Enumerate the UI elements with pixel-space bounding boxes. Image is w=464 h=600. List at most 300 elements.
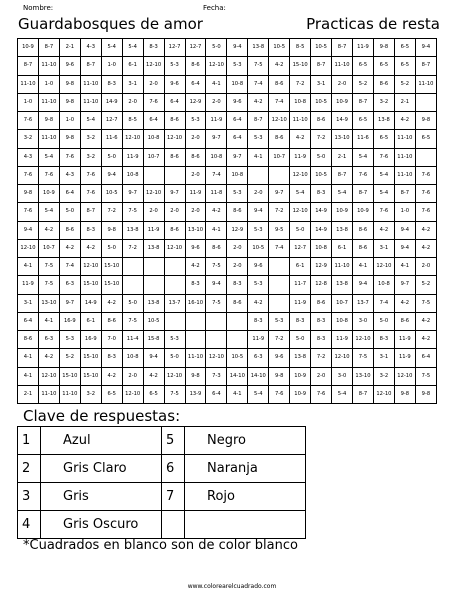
page-subtitle: Practicas de resta xyxy=(306,15,440,33)
grid-cell: 5-3 xyxy=(227,57,248,75)
grid-cell: 9-6 xyxy=(227,93,248,111)
grid-cell: 11-9 xyxy=(143,221,164,239)
grid-cell: 10-8 xyxy=(332,312,353,330)
grid-cell: 12-10 xyxy=(164,367,185,385)
grid-cell: 12-10 xyxy=(122,385,143,403)
grid-cell: 9-6 xyxy=(248,258,269,276)
grid-cell xyxy=(164,312,185,330)
grid-cell: 10-8 xyxy=(227,166,248,184)
grid-cell: 6-5 xyxy=(373,57,394,75)
grid-cell: 14-9 xyxy=(101,93,122,111)
grid-cell: 5-2 xyxy=(394,75,415,93)
key-color xyxy=(185,511,306,539)
grid-cell: 8-7 xyxy=(311,57,332,75)
grid-cell: 5-0 xyxy=(290,331,311,349)
grid-cell: 10-5 xyxy=(101,185,122,203)
grid-cell: 13-7 xyxy=(164,294,185,312)
grid-cell: 15-10 xyxy=(59,367,80,385)
grid-cell: 9-4 xyxy=(248,203,269,221)
grid-cell xyxy=(227,331,248,349)
grid-cell: 3-1 xyxy=(373,239,394,257)
page-title: Guardabosques de amor xyxy=(18,15,203,33)
grid-cell: 4-2 xyxy=(101,294,122,312)
grid-cell: 4-1 xyxy=(353,258,374,276)
grid-cell: 8-3 xyxy=(373,331,394,349)
key-row xyxy=(18,455,306,483)
grid-cell: 2-0 xyxy=(227,258,248,276)
grid-cell: 11-9 xyxy=(394,349,415,367)
grid-row xyxy=(18,367,437,385)
grid-cell: 8-6 xyxy=(206,239,227,257)
grid-cell: 8-6 xyxy=(394,312,415,330)
grid-row xyxy=(18,312,437,330)
grid-cell xyxy=(227,312,248,330)
grid-cell: 4-2 xyxy=(206,203,227,221)
grid-cell: 6-3 xyxy=(38,331,59,349)
grid-cell: 4-1 xyxy=(248,148,269,166)
grid-cell: 2-0 xyxy=(143,203,164,221)
grid-row xyxy=(18,75,437,93)
grid-cell: 9-8 xyxy=(185,367,206,385)
subtraction-grid xyxy=(17,38,437,404)
grid-cell xyxy=(269,294,290,312)
grid-cell: 9-8 xyxy=(101,221,122,239)
key-number: 4 xyxy=(18,511,41,539)
grid-cell: 13-8 xyxy=(290,349,311,367)
grid-cell: 4-2 xyxy=(394,294,415,312)
grid-cell: 8-7 xyxy=(80,57,101,75)
grid-cell: 9-4 xyxy=(227,39,248,57)
grid-cell: 5-4 xyxy=(373,185,394,203)
grid-cell: 3-1 xyxy=(122,75,143,93)
grid-cell: 3-2 xyxy=(80,148,101,166)
grid-cell: 9-6 xyxy=(269,349,290,367)
grid-cell: 15-8 xyxy=(143,331,164,349)
grid-cell: 6-4 xyxy=(206,385,227,403)
grid-cell: 7-4 xyxy=(269,239,290,257)
grid-cell: 13-8 xyxy=(373,112,394,130)
grid-cell: 9-8 xyxy=(269,367,290,385)
grid-cell: 5-3 xyxy=(227,185,248,203)
grid-cell: 7-6 xyxy=(373,203,394,221)
grid-cell: 7-6 xyxy=(311,385,332,403)
grid-cell: 12-10 xyxy=(269,112,290,130)
grid-cell: 12-10 xyxy=(332,349,353,367)
grid-cell: 4-2 xyxy=(101,367,122,385)
grid-cell: 9-7 xyxy=(122,185,143,203)
grid-cell: 10-9 xyxy=(332,93,353,111)
grid-cell: 4-2 xyxy=(38,349,59,367)
grid-cell: 9-8 xyxy=(394,385,415,403)
grid-cell: 8-6 xyxy=(269,75,290,93)
grid-cell: 3-1 xyxy=(18,294,39,312)
grid-cell: 10-8 xyxy=(143,130,164,148)
grid-cell: 10-7 xyxy=(332,294,353,312)
grid-cell: 4-2 xyxy=(248,93,269,111)
grid-cell: 10-7 xyxy=(143,148,164,166)
grid-cell: 4-2 xyxy=(415,221,436,239)
grid-cell: 5-4 xyxy=(332,185,353,203)
grid-cell: 11-9 xyxy=(248,331,269,349)
grid-cell: 4-1 xyxy=(206,75,227,93)
grid-cell: 4-3 xyxy=(18,148,39,166)
grid-cell: 10-5 xyxy=(311,93,332,111)
grid-row xyxy=(18,112,437,130)
grid-cell: 8-7 xyxy=(415,57,436,75)
grid-cell: 4-2 xyxy=(415,331,436,349)
grid-row xyxy=(18,221,437,239)
grid-cell: 12-10 xyxy=(373,258,394,276)
key-color: Azul xyxy=(41,427,162,455)
grid-cell: 12-9 xyxy=(311,258,332,276)
grid-cell: 5-2 xyxy=(415,276,436,294)
grid-cell: 7-2 xyxy=(311,130,332,148)
grid-cell: 7-5 xyxy=(248,57,269,75)
grid-cell: 8-3 xyxy=(101,349,122,367)
grid-cell: 3-2 xyxy=(80,130,101,148)
grid-cell: 5-0 xyxy=(59,203,80,221)
key-color: Negro xyxy=(185,427,306,455)
grid-cell: 6-5 xyxy=(101,385,122,403)
grid-cell xyxy=(164,258,185,276)
grid-cell: 8-7 xyxy=(394,185,415,203)
grid-cell: 8-6 xyxy=(311,294,332,312)
grid-cell: 8-7 xyxy=(332,166,353,184)
grid-cell: 9-6 xyxy=(164,75,185,93)
grid-cell: 10-7 xyxy=(269,148,290,166)
key-color: Gris Claro xyxy=(41,455,162,483)
grid-cell: 12-7 xyxy=(290,239,311,257)
grid-cell: 9-4 xyxy=(143,349,164,367)
grid-cell: 14-9 xyxy=(332,112,353,130)
grid-row xyxy=(18,349,437,367)
grid-cell: 9-4 xyxy=(415,39,436,57)
grid-cell: 10-8 xyxy=(206,148,227,166)
grid-cell xyxy=(143,166,164,184)
grid-cell: 9-8 xyxy=(18,185,39,203)
grid-cell: 5-4 xyxy=(290,185,311,203)
grid-cell: 13-8 xyxy=(332,221,353,239)
grid-cell: 11-9 xyxy=(122,148,143,166)
grid-cell: 11-9 xyxy=(290,148,311,166)
grid-cell xyxy=(185,331,206,349)
grid-cell: 8-7 xyxy=(353,93,374,111)
grid-cell: 7-5 xyxy=(415,294,436,312)
grid-cell: 12-9 xyxy=(185,93,206,111)
grid-cell: 9-4 xyxy=(206,276,227,294)
key-number xyxy=(162,511,185,539)
grid-cell: 8-7 xyxy=(248,112,269,130)
grid-cell: 3-1 xyxy=(311,75,332,93)
grid-cell: 2-0 xyxy=(227,239,248,257)
grid-cell: 7-6 xyxy=(373,148,394,166)
grid-cell: 7-6 xyxy=(18,112,39,130)
grid-cell: 12-10 xyxy=(290,203,311,221)
grid-cell: 5-3 xyxy=(164,331,185,349)
grid-cell: 7-6 xyxy=(415,203,436,221)
grid-cell: 3-2 xyxy=(373,93,394,111)
grid-cell: 11-9 xyxy=(18,276,39,294)
grid-cell: 5-0 xyxy=(122,294,143,312)
grid-cell: 7-6 xyxy=(38,166,59,184)
grid-cell: 2-0 xyxy=(143,75,164,93)
grid-cell: 2-1 xyxy=(59,39,80,57)
grid-cell: 3-2 xyxy=(80,385,101,403)
grid-cell: 11-10 xyxy=(38,57,59,75)
grid-cell: 11-9 xyxy=(290,294,311,312)
grid-cell: 9-6 xyxy=(59,57,80,75)
grid-cell: 5-4 xyxy=(122,39,143,57)
grid-cell: 4-2 xyxy=(80,239,101,257)
grid-cell: 5-4 xyxy=(248,385,269,403)
grid-cell: 11-9 xyxy=(332,331,353,349)
grid-cell: 10-9 xyxy=(38,185,59,203)
grid-cell: 10-9 xyxy=(18,39,39,57)
grid-cell: 11-10 xyxy=(332,57,353,75)
grid-cell: 16-10 xyxy=(185,294,206,312)
grid-cell: 15-10 xyxy=(80,367,101,385)
grid-cell: 4-1 xyxy=(394,258,415,276)
key-row xyxy=(18,483,306,511)
grid-cell: 12-10 xyxy=(373,385,394,403)
grid-cell: 7-5 xyxy=(353,349,374,367)
grid-cell: 15-10 xyxy=(290,57,311,75)
grid-cell: 11-10 xyxy=(290,112,311,130)
grid-cell: 7-5 xyxy=(122,203,143,221)
grid-cell: 6-3 xyxy=(59,276,80,294)
grid-cell: 7-6 xyxy=(415,166,436,184)
grid-cell: 11-8 xyxy=(206,185,227,203)
grid-cell xyxy=(143,276,164,294)
grid-cell xyxy=(122,276,143,294)
grid-cell: 15-10 xyxy=(80,349,101,367)
grid-cell: 12-7 xyxy=(164,39,185,57)
grid-cell: 13-10 xyxy=(353,367,374,385)
grid-cell: 8-3 xyxy=(248,312,269,330)
grid-cell: 13-10 xyxy=(38,294,59,312)
grid-cell: 8-6 xyxy=(18,331,39,349)
grid-cell: 8-3 xyxy=(311,312,332,330)
grid-cell: 9-4 xyxy=(394,221,415,239)
grid-cell: 8-6 xyxy=(101,312,122,330)
grid-cell: 11-6 xyxy=(101,130,122,148)
grid-cell: 2-0 xyxy=(332,75,353,93)
grid-cell: 9-7 xyxy=(227,148,248,166)
grid-cell: 13-7 xyxy=(353,294,374,312)
grid-cell: 4-2 xyxy=(143,367,164,385)
grid-cell: 10-8 xyxy=(122,166,143,184)
grid-cell: 11-10 xyxy=(394,166,415,184)
grid-cell: 4-2 xyxy=(394,112,415,130)
key-number: 7 xyxy=(162,483,185,511)
grid-cell: 8-6 xyxy=(353,239,374,257)
grid-cell: 2-1 xyxy=(332,148,353,166)
grid-cell: 16-9 xyxy=(59,312,80,330)
grid-cell: 6-5 xyxy=(353,112,374,130)
footer-url: www.colorearelcuadrado.com xyxy=(187,583,277,590)
grid-cell: 5-0 xyxy=(373,312,394,330)
grid-cell: 7-4 xyxy=(206,166,227,184)
key-number: 2 xyxy=(18,455,41,483)
grid-cell: 4-1 xyxy=(206,221,227,239)
grid-cell: 4-3 xyxy=(80,39,101,57)
grid-cell: 12-10 xyxy=(164,130,185,148)
grid-cell: 16-9 xyxy=(80,331,101,349)
grid-cell: 10-8 xyxy=(373,276,394,294)
grid-cell: 7-6 xyxy=(415,185,436,203)
grid-cell: 2-1 xyxy=(394,93,415,111)
grid-cell: 5-3 xyxy=(164,57,185,75)
grid-cell: 6-5 xyxy=(394,39,415,57)
grid-row xyxy=(18,39,437,57)
grid-cell: 11-7 xyxy=(290,276,311,294)
grid-cell: 4-2 xyxy=(59,239,80,257)
grid-cell: 7-2 xyxy=(122,239,143,257)
grid-cell: 8-3 xyxy=(227,276,248,294)
grid-cell: 9-8 xyxy=(373,39,394,57)
grid-cell: 11-10 xyxy=(18,75,39,93)
grid-cell: 2-0 xyxy=(311,367,332,385)
grid-cell: 5-3 xyxy=(248,221,269,239)
grid-cell: 3-2 xyxy=(18,130,39,148)
grid-cell: 2-0 xyxy=(248,185,269,203)
grid-row xyxy=(18,294,437,312)
grid-cell: 12-10 xyxy=(206,57,227,75)
grid-cell: 8-5 xyxy=(122,112,143,130)
grid-cell: 8-6 xyxy=(269,130,290,148)
grid-cell: 4-1 xyxy=(18,367,39,385)
grid-cell: 1-0 xyxy=(59,112,80,130)
grid-cell: 7-4 xyxy=(59,258,80,276)
grid-cell: 4-2 xyxy=(373,221,394,239)
grid-cell: 5-0 xyxy=(101,148,122,166)
grid-cell xyxy=(206,312,227,330)
grid-cell: 2-1 xyxy=(18,385,39,403)
grid-cell: 14-10 xyxy=(248,367,269,385)
grid-cell: 5-0 xyxy=(164,349,185,367)
grid-cell: 7-5 xyxy=(206,258,227,276)
grid-cell: 11-10 xyxy=(185,349,206,367)
grid-cell: 13-8 xyxy=(143,239,164,257)
grid-cell: 7-5 xyxy=(122,312,143,330)
grid-cell: 6-4 xyxy=(415,349,436,367)
grid-cell: 2-0 xyxy=(206,93,227,111)
grid-row xyxy=(18,331,437,349)
grid-cell xyxy=(143,258,164,276)
grid-cell: 6-4 xyxy=(18,312,39,330)
grid-cell: 6-5 xyxy=(353,57,374,75)
grid-cell: 3-2 xyxy=(373,367,394,385)
grid-cell xyxy=(248,166,269,184)
grid-cell: 5-2 xyxy=(353,75,374,93)
grid-cell: 4-2 xyxy=(248,294,269,312)
grid-cell: 7-4 xyxy=(373,294,394,312)
grid-cell: 7-5 xyxy=(415,367,436,385)
grid-cell: 8-6 xyxy=(164,148,185,166)
grid-cell: 2-0 xyxy=(164,203,185,221)
grid-cell: 10-8 xyxy=(122,349,143,367)
grid-cell xyxy=(269,166,290,184)
grid-cell xyxy=(269,276,290,294)
grid-cell: 8-7 xyxy=(38,39,59,57)
grid-cell: 11-10 xyxy=(394,148,415,166)
grid-cell: 8-7 xyxy=(80,203,101,221)
grid-cell: 6-3 xyxy=(248,349,269,367)
grid-cell: 11-6 xyxy=(353,130,374,148)
grid-cell: 8-3 xyxy=(101,75,122,93)
grid-cell: 15-10 xyxy=(101,258,122,276)
grid-cell: 9-4 xyxy=(394,239,415,257)
grid-cell: 10-5 xyxy=(227,349,248,367)
key-color: Gris Oscuro xyxy=(41,511,162,539)
grid-cell: 9-8 xyxy=(415,385,436,403)
grid-cell: 4-2 xyxy=(269,57,290,75)
grid-cell: 5-4 xyxy=(101,39,122,57)
grid-cell: 4-1 xyxy=(18,258,39,276)
grid-cell: 8-6 xyxy=(227,294,248,312)
grid-cell: 7-6 xyxy=(80,185,101,203)
grid-cell: 7-6 xyxy=(269,385,290,403)
grid-cell: 9-7 xyxy=(269,185,290,203)
grid-cell: 7-2 xyxy=(290,75,311,93)
grid-cell: 5-3 xyxy=(185,112,206,130)
grid-cell: 14-10 xyxy=(227,367,248,385)
date-label: Fecha: xyxy=(203,4,226,12)
grid-cell: 12-10 xyxy=(38,367,59,385)
grid-cell: 7-6 xyxy=(18,203,39,221)
grid-cell: 8-3 xyxy=(311,185,332,203)
grid-cell: 12-7 xyxy=(101,112,122,130)
grid-cell: 8-6 xyxy=(227,203,248,221)
grid-cell: 2-0 xyxy=(122,367,143,385)
grid-cell: 1-0 xyxy=(394,203,415,221)
grid-cell: 8-6 xyxy=(311,112,332,130)
key-number: 3 xyxy=(18,483,41,511)
answer-key-table xyxy=(17,426,306,539)
grid-cell: 8-6 xyxy=(164,112,185,130)
grid-cell: 2-0 xyxy=(185,166,206,184)
grid-cell: 12-7 xyxy=(185,39,206,57)
grid-cell: 11-10 xyxy=(394,130,415,148)
grid-cell: 3-0 xyxy=(353,312,374,330)
key-number: 5 xyxy=(162,427,185,455)
grid-cell: 7-6 xyxy=(143,93,164,111)
grid-cell: 13-9 xyxy=(185,385,206,403)
grid-cell: 12-9 xyxy=(227,221,248,239)
key-color: Gris xyxy=(41,483,162,511)
grid-cell: 12-10 xyxy=(353,331,374,349)
grid-cell: 10-5 xyxy=(269,39,290,57)
grid-cell: 6-4 xyxy=(227,112,248,130)
grid-cell: 8-3 xyxy=(185,276,206,294)
grid-cell: 8-3 xyxy=(290,312,311,330)
grid-cell: 12-10 xyxy=(80,258,101,276)
grid-row xyxy=(18,130,437,148)
grid-cell: 2-0 xyxy=(415,258,436,276)
grid-cell: 13-8 xyxy=(248,39,269,57)
grid-cell: 7-2 xyxy=(101,203,122,221)
grid-cell: 12-10 xyxy=(122,130,143,148)
grid-cell: 10-5 xyxy=(311,39,332,57)
grid-row xyxy=(18,93,437,111)
grid-cell: 4-2 xyxy=(290,130,311,148)
name-date-line xyxy=(23,4,448,12)
grid-cell: 11-4 xyxy=(122,331,143,349)
grid-cell: 8-7 xyxy=(332,39,353,57)
name-label: Nombre: xyxy=(23,4,54,12)
grid-cell: 7-6 xyxy=(18,166,39,184)
grid-cell xyxy=(269,258,290,276)
